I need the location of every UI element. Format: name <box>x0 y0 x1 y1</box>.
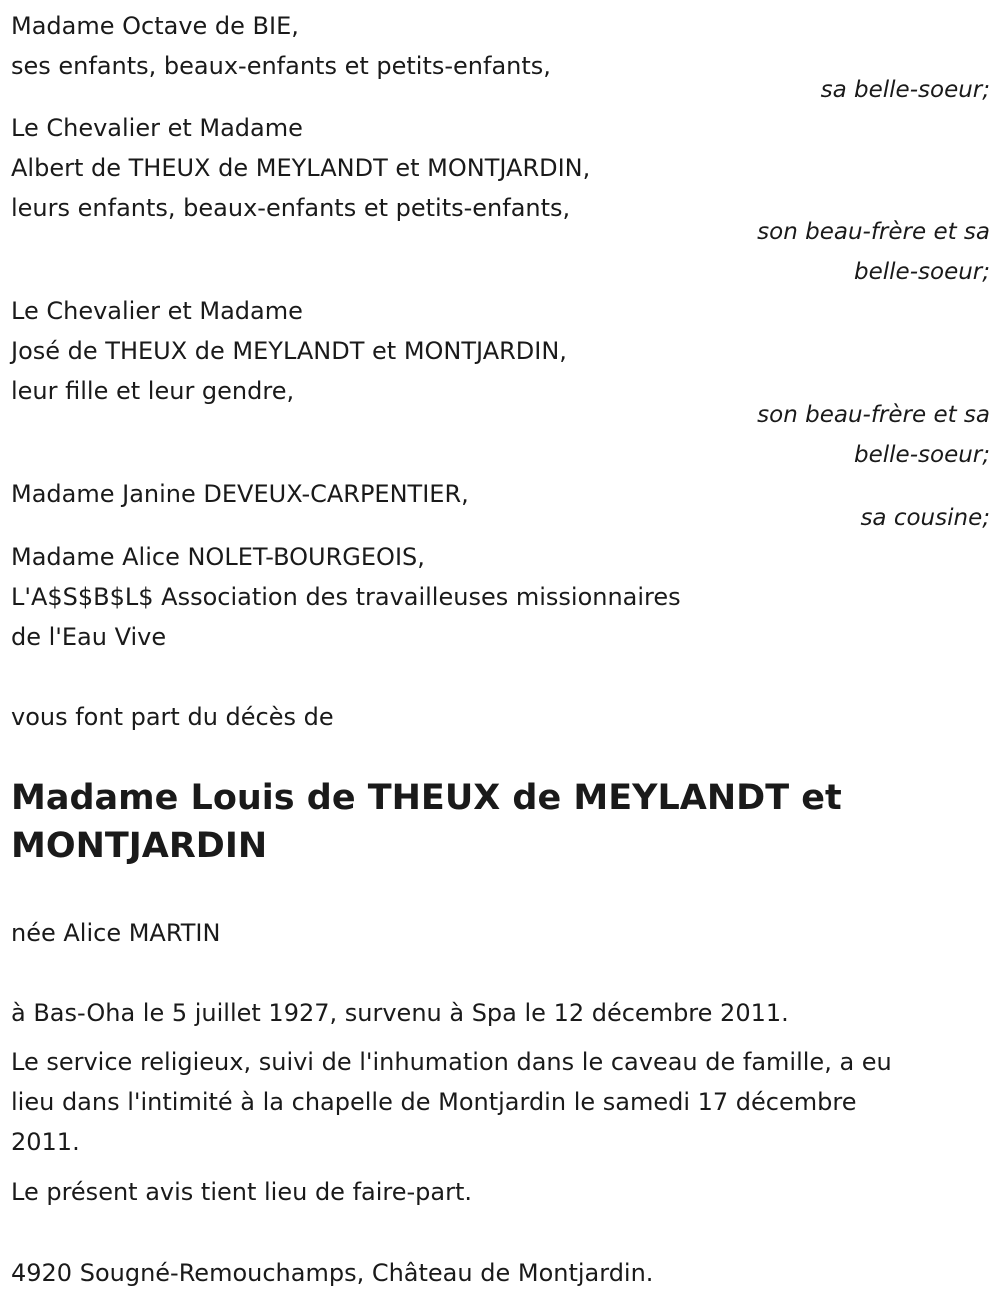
family-line: leur fille et leur gendre, <box>11 377 295 405</box>
service-text: lieu dans l'intimité à la chapelle de Montjardin le samedi 17 décembre <box>11 1088 857 1116</box>
family-line: Madame Janine DEVEUX-CARPENTIER, <box>11 480 469 508</box>
birth-death-text: à Bas-Oha le 5 juillet 1927, survenu à Spa le 12 décembre 2011. <box>11 999 789 1027</box>
relation-label: belle-soeur; <box>854 442 990 468</box>
family-line: Le Chevalier et Madame <box>11 114 303 142</box>
family-line: Le Chevalier et Madame <box>11 297 303 325</box>
family-line: leurs enfants, beaux-enfants et petits-enfants, <box>11 194 571 222</box>
relation-label: sa belle-soeur; <box>820 77 990 103</box>
relation-label: sa cousine; <box>860 505 990 531</box>
service-text: Le service religieux, suivi de l'inhumation dans le caveau de famille, a eu <box>11 1048 892 1076</box>
address-text: 4920 Sougné-Remouchamps, Château de Montjardin. <box>11 1259 654 1287</box>
relation-label: son beau-frère et sa <box>757 219 990 245</box>
family-line: Madame Alice NOLET-BOURGEOIS, <box>11 543 425 571</box>
family-line: José de THEUX de MEYLANDT et MONTJARDIN, <box>11 337 567 365</box>
relation-label: son beau-frère et sa <box>757 402 990 428</box>
deceased-name: MONTJARDIN <box>11 826 268 866</box>
family-line: L'A$S$B$L$ Association des travailleuses missionnaires <box>11 583 681 611</box>
family-line: Albert de THEUX de MEYLANDT et MONTJARDIN, <box>11 154 591 182</box>
relation-label: belle-soeur; <box>854 259 990 285</box>
service-text: 2011. <box>11 1128 80 1156</box>
family-line: Madame Octave de BIE, <box>11 12 299 40</box>
maiden-name: née Alice MARTIN <box>11 919 221 947</box>
notice-text: Le présent avis tient lieu de faire-part. <box>11 1178 473 1206</box>
deceased-name: Madame Louis de THEUX de MEYLANDT et <box>11 778 842 818</box>
family-line: ses enfants, beaux-enfants et petits-enfants, <box>11 52 551 80</box>
family-line: de l'Eau Vive <box>11 623 167 651</box>
announcement-text: vous font part du décès de <box>11 703 334 731</box>
